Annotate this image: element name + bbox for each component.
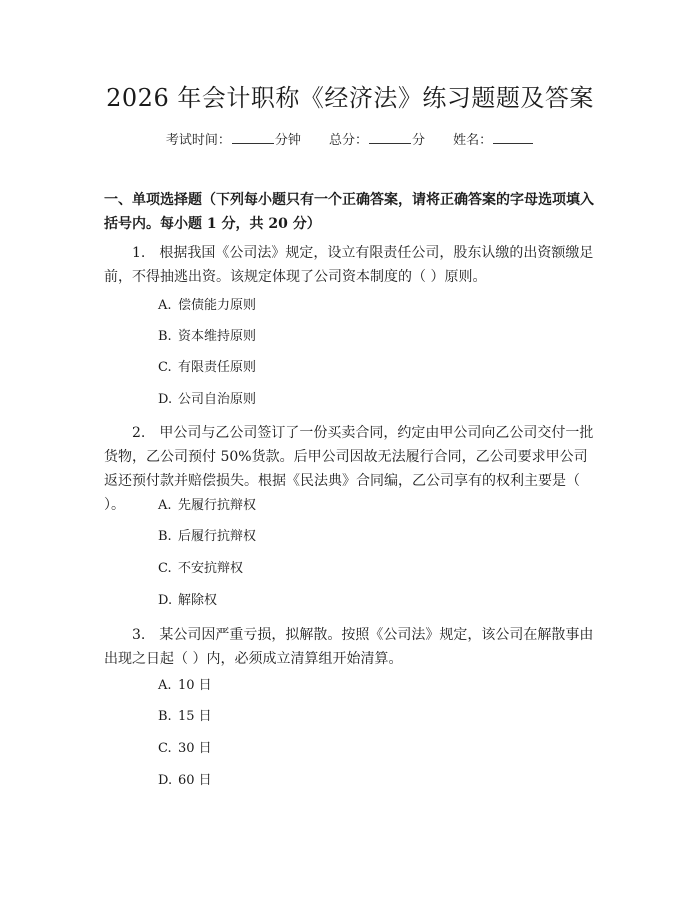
option-letter: B. [158,529,172,544]
option-letter: D. [158,593,173,608]
option-letter: C. [158,741,172,756]
option-text: 15 日 [178,709,212,724]
question-3-text: 3. 某公司因严重亏损，拟解散。按照《公司法》规定，该公司在解散事由出现之日起（ ）内，必须成立清算组开始清算。 [104,627,594,667]
total-score-field [329,130,425,151]
name-label: 姓名： [453,133,493,148]
option-text: 30 日 [178,741,212,756]
total-score-unit: 分 [412,133,426,148]
exam-time-blank [232,130,274,144]
option-letter: D. [158,773,173,788]
option-letter: C. [158,561,172,576]
option-text: 60 日 [178,773,212,788]
question-2-option-a [158,496,256,516]
option-text: 10 日 [178,678,212,693]
question-2-option-c [158,559,243,579]
option-text: 后履行抗辩权 [178,529,257,544]
option-text: 资本维持原则 [178,329,257,344]
total-score-label: 总分： [328,133,368,148]
option-letter: C. [158,360,172,375]
question-3-option-b [158,707,212,727]
option-text: 公司自治原则 [178,392,257,407]
question-1-option-a [158,296,256,316]
option-letter: A. [158,498,172,513]
question-1-option-c [158,358,256,378]
option-text: 解除权 [178,593,218,608]
option-text: 不安抗辩权 [178,561,244,576]
question-3-option-a [158,676,212,696]
section-heading: 一、单项选择题（下列每小题只有一个正确答案，请将正确答案的字母选项填入括号内。每小题 1 分，共 20 分） [104,192,594,232]
name-blank [493,130,533,144]
exam-info-line [0,130,700,151]
exam-time-label: 考试时间： [165,133,231,148]
question-1-text: 1. 根据我国《公司法》规定，设立有限责任公司，股东认缴的出资额缴足前，不得抽逃出资。该规定体现了公司资本制度的（ ）原则。 [104,245,594,285]
option-text: 有限责任原则 [178,360,257,375]
total-score-blank [369,130,411,144]
option-letter: B. [158,709,172,724]
option-letter: D. [158,392,173,407]
question-2-option-b [158,527,256,547]
option-letter: B. [158,329,172,344]
exam-time-field [166,130,301,151]
question-2-text: 2. 甲公司与乙公司签订了一份买卖合同，约定由甲公司向乙公司交付一批货物，乙公司预付 50%货款。后甲公司因故无法履行合同，乙公司要求甲公司返还预付款并赔偿损失。根据《民法典》合同编，乙公司享有的权利主要是（ ）。 [104,425,594,513]
name-field [453,130,534,151]
option-letter: A. [158,678,172,693]
exam-time-unit: 分钟 [274,133,301,148]
question-1-option-d [158,390,256,410]
option-text: 先履行抗辩权 [178,498,257,513]
page-title: 2026 年会计职称《经济法》练习题题及答案 [106,84,594,112]
option-text: 偿债能力原则 [178,298,257,313]
question-3-option-c [158,739,212,759]
question-2-option-d [158,591,217,611]
option-letter: A. [158,298,172,313]
question-1-option-b [158,327,256,347]
question-3-option-d [158,771,212,791]
